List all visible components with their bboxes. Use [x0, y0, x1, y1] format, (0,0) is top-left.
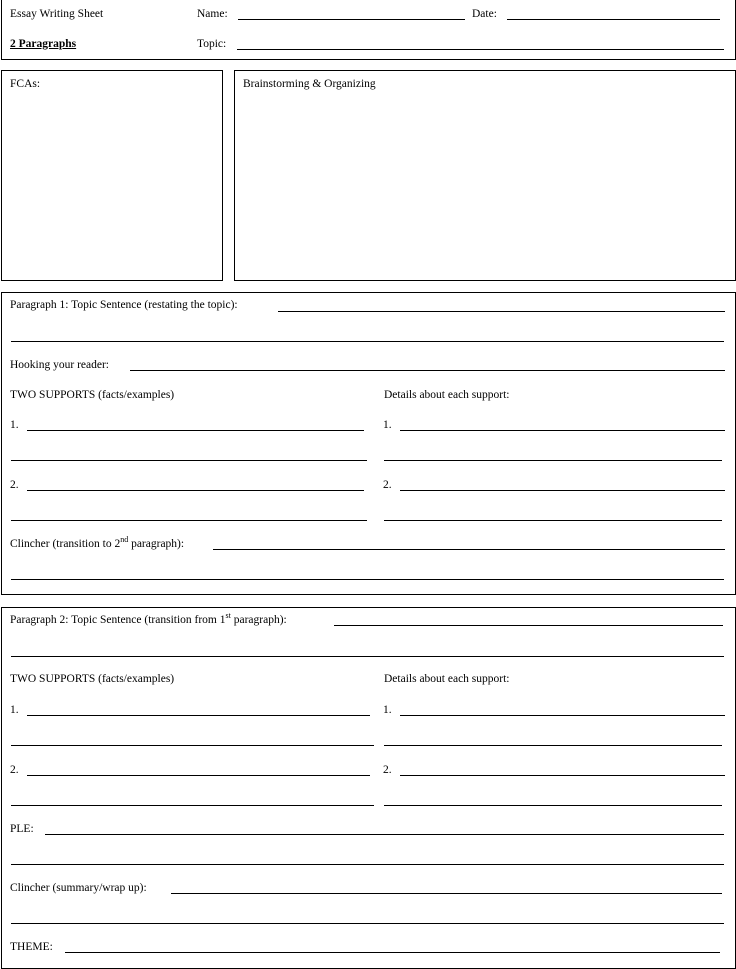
p2-theme-line[interactable]: [65, 952, 720, 953]
fcas-box[interactable]: [1, 70, 223, 281]
p2-topic-label: Paragraph 2: Topic Sentence (transition from 1st paragraph):: [10, 611, 287, 626]
p1-detail-2-num: 2.: [383, 479, 392, 491]
p1-support-1-line-2[interactable]: [11, 460, 367, 461]
p2-clincher-label: Clincher (summary/wrap up):: [10, 882, 147, 894]
p2-ple-label: PLE:: [10, 823, 34, 835]
p1-topic-line[interactable]: [278, 311, 725, 312]
p1-topic-line-2[interactable]: [11, 341, 724, 342]
date-line[interactable]: [507, 19, 720, 20]
header-box: [1, 0, 736, 60]
p2-topic-line[interactable]: [334, 625, 723, 626]
brainstorm-box[interactable]: [234, 70, 736, 281]
p2-detail-1-line[interactable]: [400, 715, 725, 716]
p1-detail-2-line[interactable]: [400, 490, 725, 491]
p2-support-2-line-2[interactable]: [11, 805, 374, 806]
p1-support-2-num: 2.: [10, 479, 19, 491]
p1-support-2-line[interactable]: [27, 490, 364, 491]
p1-clincher-line-2[interactable]: [11, 579, 724, 580]
paragraph2-box: [1, 607, 736, 969]
fcas-label: FCAs:: [10, 78, 41, 90]
p1-detail-1-num: 1.: [383, 419, 392, 431]
p2-detail-2-num: 2.: [383, 764, 392, 776]
p2-topic-line-2[interactable]: [11, 656, 724, 657]
date-label: Date:: [472, 8, 497, 20]
p2-detail-2-line[interactable]: [400, 775, 725, 776]
name-line[interactable]: [238, 19, 465, 20]
p2-supports-label: TWO SUPPORTS (facts/examples): [10, 673, 175, 685]
p1-hook-line[interactable]: [130, 370, 725, 371]
p1-support-1-num: 1.: [10, 419, 19, 431]
p1-details-label: Details about each support:: [384, 389, 510, 401]
p1-detail-2-line-2[interactable]: [384, 520, 722, 521]
p2-ple-line-2[interactable]: [11, 864, 724, 865]
p1-detail-1-line[interactable]: [400, 430, 725, 431]
p2-support-1-num: 1.: [10, 704, 19, 716]
p1-support-1-line[interactable]: [27, 430, 364, 431]
p2-ple-line[interactable]: [45, 834, 724, 835]
p1-detail-1-line-2[interactable]: [384, 460, 722, 461]
p1-hook-label: Hooking your reader:: [10, 359, 109, 371]
p1-support-2-line-2[interactable]: [11, 520, 367, 521]
sheet-title: Essay Writing Sheet: [10, 8, 104, 20]
p1-topic-label: Paragraph 1: Topic Sentence (restating the topic):: [10, 299, 238, 311]
p1-clincher-label: Clincher (transition to 2nd paragraph):: [10, 535, 185, 550]
p2-detail-2-line-2[interactable]: [384, 805, 722, 806]
p2-theme-label: THEME:: [10, 941, 53, 953]
format-label: 2 Paragraphs: [10, 38, 77, 50]
topic-label: Topic:: [197, 38, 227, 50]
p2-support-2-line[interactable]: [27, 775, 370, 776]
p2-detail-1-line-2[interactable]: [384, 745, 722, 746]
p2-clincher-line-2[interactable]: [11, 923, 724, 924]
p2-clincher-line[interactable]: [171, 893, 722, 894]
p2-support-2-num: 2.: [10, 764, 19, 776]
p2-details-label: Details about each support:: [384, 673, 510, 685]
name-label: Name:: [197, 8, 228, 20]
p2-support-1-line[interactable]: [27, 715, 370, 716]
p2-support-1-line-2[interactable]: [11, 745, 374, 746]
p2-detail-1-num: 1.: [383, 704, 392, 716]
brainstorm-label: Brainstorming & Organizing: [243, 78, 376, 90]
topic-line[interactable]: [237, 49, 724, 50]
p1-clincher-line[interactable]: [213, 549, 725, 550]
p1-supports-label: TWO SUPPORTS (facts/examples): [10, 389, 175, 401]
